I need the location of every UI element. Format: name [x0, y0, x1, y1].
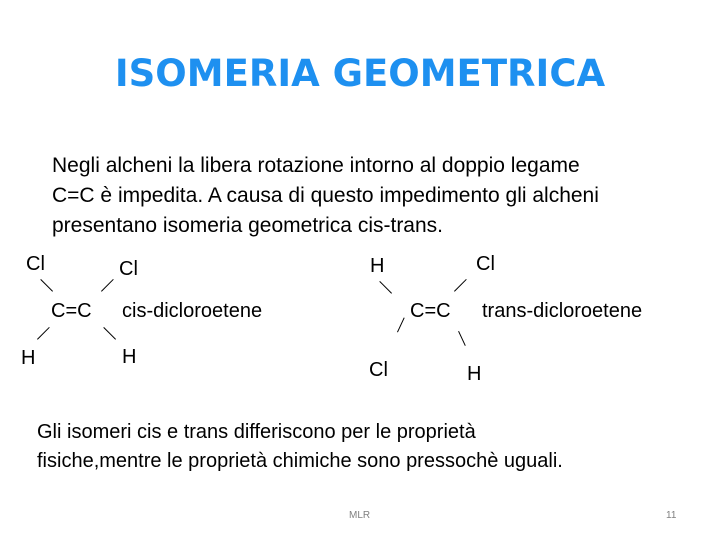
trans-top-left-atom: H	[370, 255, 385, 277]
trans-bottom-right-atom: H	[467, 363, 482, 385]
slide-title: ISOMERIA GEOMETRICA	[114, 52, 606, 95]
page-number: 11	[666, 510, 677, 521]
cis-bond-top-left	[40, 279, 53, 292]
trans-bond-bottom-right	[458, 331, 466, 346]
intro-paragraph	[52, 151, 599, 241]
cis-bond-bottom-right	[103, 327, 116, 340]
cis-top-right-atom: Cl	[119, 258, 138, 280]
cis-top-left-atom: Cl	[26, 253, 45, 275]
trans-bond-top-right	[454, 279, 467, 292]
cis-bottom-right-atom: H	[122, 346, 137, 368]
trans-bond-top-left	[379, 281, 392, 294]
cis-bottom-left-atom: H	[21, 347, 36, 369]
cis-compound-name: cis-dicloroetene	[122, 300, 263, 322]
trans-bottom-left-atom: Cl	[369, 359, 388, 381]
footer-author: MLR	[349, 510, 371, 521]
cis-bond-top-right	[101, 279, 114, 292]
trans-top-right-atom: Cl	[476, 253, 495, 275]
cis-bond-bottom-left	[37, 327, 50, 340]
trans-compound-name: trans-dicloroetene	[482, 300, 643, 322]
conclusion-line-2: fisiche,mentre le proprietà chimiche sono pressochè uguali.	[37, 450, 563, 472]
intro-line-2: C=C è impedita. A causa di questo impedimento gli alcheni	[52, 184, 599, 207]
trans-bond-bottom-left	[397, 317, 405, 332]
conclusion-line-1: Gli isomeri cis e trans differiscono per le proprietà	[37, 421, 476, 443]
conclusion-paragraph	[37, 418, 563, 476]
trans-double-bond: C=C	[410, 300, 451, 322]
intro-line-3: presentano isomeria geometrica cis-trans.	[52, 214, 444, 237]
cis-double-bond: C=C	[51, 300, 92, 322]
intro-line-1: Negli alcheni la libera rotazione intorno al doppio legame	[52, 154, 580, 177]
